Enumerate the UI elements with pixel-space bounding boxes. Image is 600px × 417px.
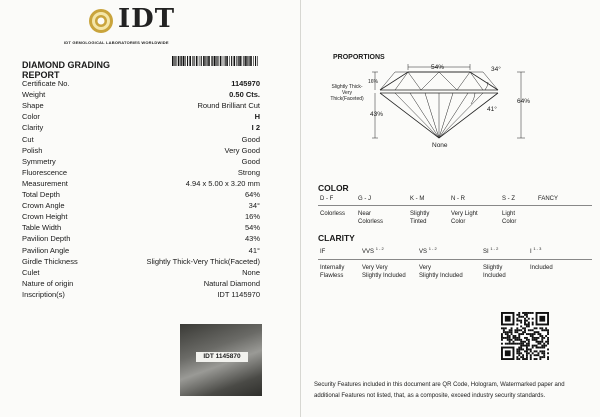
- photo-inscription: IDT 1145870: [196, 352, 248, 362]
- color-description: Tinted: [410, 219, 427, 225]
- qr-code[interactable]: [501, 312, 549, 360]
- field-row: [22, 157, 260, 167]
- field-label: Clarity: [22, 123, 44, 133]
- girdle-line-2: Very: [341, 90, 352, 96]
- report-title: [22, 60, 110, 80]
- page-fold: [300, 0, 301, 417]
- field-label: Shape: [22, 101, 44, 111]
- field-label: Certificate No.: [22, 79, 70, 88]
- field-label: Pavilion Angle: [22, 245, 70, 255]
- field-value: 0.50 Cts.: [229, 90, 260, 100]
- field-value: Strong: [237, 167, 260, 177]
- logo-tagline: IDT GEMOLOGICAL LABORATORIES WORLDWIDE: [64, 40, 169, 45]
- field-row: [22, 79, 260, 89]
- color-description: Very Light: [451, 211, 478, 217]
- clarity-grade: [320, 245, 325, 256]
- field-label: Color: [22, 112, 40, 122]
- field-label: Weight: [22, 90, 46, 100]
- girdle-value: [328, 84, 366, 102]
- idt-logo: [88, 6, 208, 42]
- inscription-photo: [180, 324, 262, 396]
- color-grade: G - J: [358, 196, 371, 202]
- field-label: Nature of origin: [22, 278, 74, 288]
- clarity-description: Slightly Included: [362, 273, 406, 279]
- logo-text: IDT: [118, 4, 176, 34]
- footer-line-1: Security Features included in this document are QR Code, Hologram, Watermarked paper and: [314, 382, 565, 388]
- field-row: [22, 268, 260, 278]
- color-scale-title: COLOR: [318, 183, 349, 193]
- clarity-grade: [530, 245, 541, 256]
- seal-icon: [88, 8, 114, 34]
- clarity-description: Internally: [320, 265, 345, 271]
- field-label: Measurement: [22, 178, 68, 188]
- field-value: H: [254, 112, 260, 122]
- field-row: [22, 201, 260, 211]
- field-row: [22, 190, 260, 200]
- color-description: Colorless: [358, 219, 384, 225]
- proportions-title: PROPORTIONS: [333, 54, 385, 61]
- field-value: None: [242, 267, 260, 277]
- field-value: IDT 1145970: [217, 289, 260, 299]
- field-row: [22, 123, 260, 133]
- field-value: 4.94 x 5.00 x 3.20 mm: [185, 178, 260, 188]
- field-row: [22, 257, 260, 267]
- color-description: Light: [502, 211, 516, 217]
- barcode: [172, 56, 258, 66]
- field-label: Table Width: [22, 223, 62, 233]
- clarity-description: Included: [483, 273, 506, 279]
- crown-outline: [380, 72, 498, 90]
- clarity-grade-range: 1 - 2: [428, 246, 437, 251]
- field-value: 16%: [244, 212, 260, 222]
- field-label: Symmetry: [22, 156, 56, 166]
- field-row: [22, 212, 260, 222]
- clarity-description: Very: [419, 265, 432, 271]
- field-value: 1145970: [231, 79, 260, 88]
- color-grade: S - Z: [502, 196, 515, 202]
- field-row: [22, 290, 260, 300]
- clarity-description: Flawless: [320, 273, 344, 279]
- clarity-description: Very Very: [362, 265, 388, 271]
- clarity-grade-base: VVS: [362, 249, 375, 255]
- clarity-grade-range: 1 - 2: [490, 246, 499, 251]
- clarity-description: Included: [530, 265, 553, 271]
- field-row: [22, 279, 260, 289]
- field-value: Good: [241, 156, 260, 166]
- clarity-grade-base: I: [530, 249, 532, 255]
- color-grade: N - R: [451, 196, 465, 202]
- clarity-description: Slightly Included: [419, 273, 463, 279]
- girdle-line-1: Slightly Thick-: [331, 84, 363, 90]
- field-row: [22, 101, 260, 111]
- clarity-grade: [419, 245, 437, 256]
- footer-line-2: additional Features not listed, that, as a composite, exceed industry security standards.: [314, 393, 546, 399]
- clarity-grade-range: 1 - 2: [375, 246, 384, 251]
- pavilion-depth-value: 43%: [370, 111, 384, 118]
- field-value: 43%: [244, 234, 260, 244]
- clarity-divider: [318, 259, 592, 260]
- girdle-line-3: Thick(Faceted): [330, 96, 364, 102]
- field-value: 41°: [248, 245, 260, 255]
- field-row: [22, 135, 260, 145]
- field-row: [22, 112, 260, 122]
- field-label: Fluorescence: [22, 167, 68, 177]
- color-description: Near: [358, 211, 372, 217]
- clarity-grade-base: SI: [483, 249, 489, 255]
- clarity-grade: [483, 245, 498, 256]
- culet-value: None: [432, 142, 448, 149]
- field-label: Inscription(s): [22, 289, 65, 299]
- table-width-value: 54%: [431, 64, 445, 71]
- color-description: Color: [502, 219, 517, 225]
- clarity-grade-base: VS: [419, 249, 428, 255]
- total-depth-value: 64%: [517, 98, 531, 105]
- field-value: I 2: [251, 123, 260, 133]
- field-label: Polish: [22, 145, 43, 155]
- field-row: [22, 146, 260, 156]
- field-row: [22, 234, 260, 244]
- field-label: Total Depth: [22, 190, 60, 199]
- field-value: 34°: [248, 201, 260, 211]
- security-footer: [314, 380, 594, 402]
- crown-height-value: 16%: [368, 79, 379, 85]
- color-grade: FANCY: [538, 196, 559, 202]
- crown-angle-value: 34°: [491, 66, 501, 73]
- field-label: Cut: [22, 134, 34, 144]
- field-row: [22, 246, 260, 256]
- field-row: [22, 90, 260, 100]
- report-title-line-1: DIAMOND GRADING: [22, 60, 110, 70]
- field-value: Natural Diamond: [203, 278, 260, 288]
- color-grade: D - F: [320, 196, 334, 202]
- field-value: Slightly Thick-Very Thick(Faceted): [146, 256, 260, 266]
- clarity-grade: [362, 245, 384, 256]
- field-row: [22, 223, 260, 233]
- color-description: Slightly: [410, 211, 430, 217]
- clarity-description: Slightly: [483, 265, 503, 271]
- field-value: Good: [241, 134, 260, 144]
- field-label: Crown Angle: [22, 201, 65, 211]
- color-description: Color: [451, 219, 466, 225]
- field-label: Pavilion Depth: [22, 234, 71, 244]
- color-grade: K - M: [410, 196, 425, 202]
- pavilion-angle-value: 41°: [487, 106, 497, 113]
- report-title-line-2: REPORT: [22, 70, 60, 80]
- color-description: Colorless: [320, 211, 346, 217]
- field-row: [22, 168, 260, 178]
- field-value: Round Brilliant Cut: [197, 101, 260, 111]
- color-divider: [318, 205, 592, 206]
- proportions-diagram: [325, 60, 595, 160]
- field-value: 64%: [244, 190, 260, 199]
- field-label: Girdle Thickness: [22, 256, 78, 266]
- field-row: [22, 179, 260, 189]
- field-label: Culet: [22, 267, 40, 277]
- clarity-grade-range: 1 - 3: [533, 246, 542, 251]
- clarity-scale-title: CLARITY: [318, 233, 355, 243]
- clarity-grade-base: IF: [320, 249, 326, 255]
- field-label: Crown Height: [22, 212, 68, 222]
- field-value: 54%: [244, 223, 260, 233]
- field-value: Very Good: [224, 145, 260, 155]
